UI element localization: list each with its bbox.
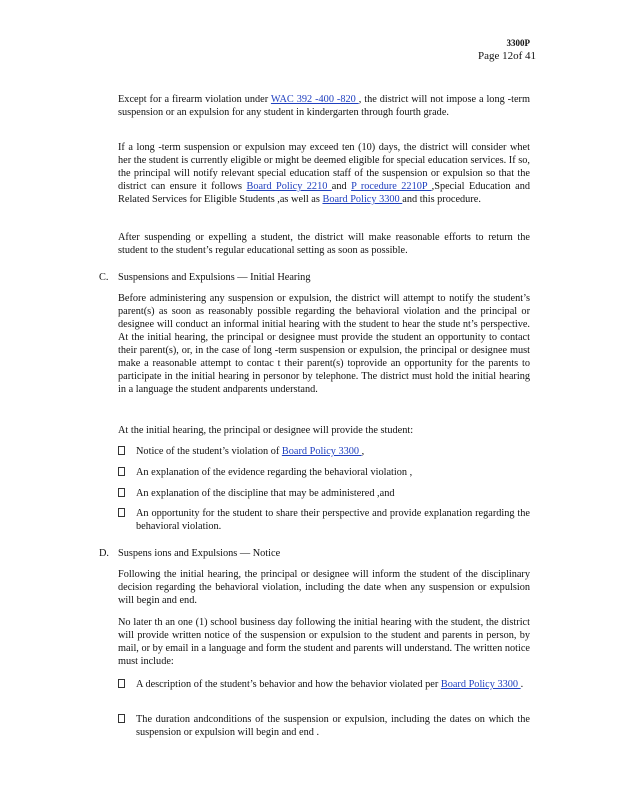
bullet-box-icon: [118, 679, 125, 688]
paragraph-text: ,Special Education and Related Services for Eligible Students ,as well as: [118, 181, 530, 205]
paragraph-long-term: [118, 141, 530, 206]
bullet-box-icon: [118, 467, 125, 476]
bullet-box-icon: [118, 508, 125, 517]
section-heading-d: [99, 548, 280, 559]
paragraph-text: and: [331, 181, 352, 192]
list-item-text: An explanation of the evidence regarding the behavioral violation ,: [136, 467, 413, 478]
list-item-text: Notice of the student’s violation of: [136, 446, 282, 457]
paragraph-initial-hearing: Before administering any suspension or expulsion, the district will attempt to notify the student’s parent(s) as soon as reasonably possible regarding the behavioral violation and the principal or designee will conduct an informal initial hearing with the student to hear the stude nt’s perspective. At the initial hearing, the principal or designee must provide the student an opportunity to contact their parent(s), or, in the case of long -term suspension or expulsion, the principal or designee must make a reasonable attempt to contac t their parent(s) toprovide an opportunity for the parents to participate in the initial hearing in personor by telephone. The district must hold the initial hearing in a language the student andparents understand.: [118, 293, 530, 395]
page-number: Page 12of 41: [477, 50, 536, 62]
paragraph-hearing-provide: At the initial hearing, the principal or designee will provide the student:: [118, 425, 414, 436]
paragraph-text: and this procedure.: [402, 194, 481, 205]
bullet-box-icon: [118, 488, 125, 497]
paragraph-return: After suspending or expelling a student, the district will make reasonable efforts to return the student to the student’s regular educational setting as soon as possible.: [118, 232, 530, 256]
bullet-box-icon: [118, 446, 125, 455]
section-letter: D.: [99, 548, 110, 559]
section-title: Suspens ions and Expulsions — Notice: [118, 548, 281, 559]
paragraph-text: If a long -term suspension or expulsion may exceed ten (10) days, the district will consider whet her the student is currently eligible or might be deemed eligible for special education services. If so, the principal will notify relevant special education staff of the suspension or expulsion so that the district can ensure it follows: [118, 142, 530, 192]
list-item-text: A description of the student’s behavior and how the behavior violated per: [136, 679, 441, 690]
paragraph-text: Except for a firearm violation under: [118, 94, 271, 105]
paragraph-firearm: [118, 93, 530, 119]
board-policy-3300-link[interactable]: Board Policy 3300: [322, 194, 403, 205]
section-title: Suspensions and Expulsions — Initial Hearing: [118, 272, 311, 283]
list-item-text: .: [520, 679, 524, 690]
list-item-text: ,: [361, 446, 365, 457]
wac-link[interactable]: WAC 392 -400 -820: [270, 94, 359, 105]
list-item-text: An explanation of the discipline that may be administered ,and: [136, 488, 395, 499]
paragraph-written-notice: No later th an one (1) school business day following the initial hearing with the student, the district will provide written notice of the suspension or expulsion to the student and parents in person, by mail, or by email in a language and form the student and parents will understand. The written notice must include:: [118, 617, 530, 667]
board-policy-3300-link[interactable]: Board Policy 3300: [281, 446, 362, 457]
section-letter: C.: [99, 272, 109, 283]
paragraph-text: , the district will not impose a long -term suspension or an expulsion for any student in kindergarten through fourth grade.: [118, 94, 530, 118]
procedure-2210p-link[interactable]: P rocedure 2210P: [351, 181, 432, 192]
board-policy-2210-link[interactable]: Board Policy 2210: [246, 181, 332, 192]
paragraph-following-hearing: Following the initial hearing, the principal or designee will inform the student of the disciplinary decision regarding the behavioral violation, including the date when any suspension or expulsion will begin and end.: [118, 569, 530, 606]
list-item-text: The duration andconditions of the suspension or expulsion, including the dates on which the suspension or expulsion will begin and end .: [136, 714, 530, 738]
board-policy-3300-link[interactable]: Board Policy 3300: [440, 679, 521, 690]
policy-code: 3300P: [506, 38, 530, 48]
list-item-text: An opportunity for the student to share their perspective and provide explanation regarding the behavioral violation.: [136, 508, 530, 532]
section-heading-c: [99, 272, 310, 283]
bullet-box-icon: [118, 714, 125, 723]
